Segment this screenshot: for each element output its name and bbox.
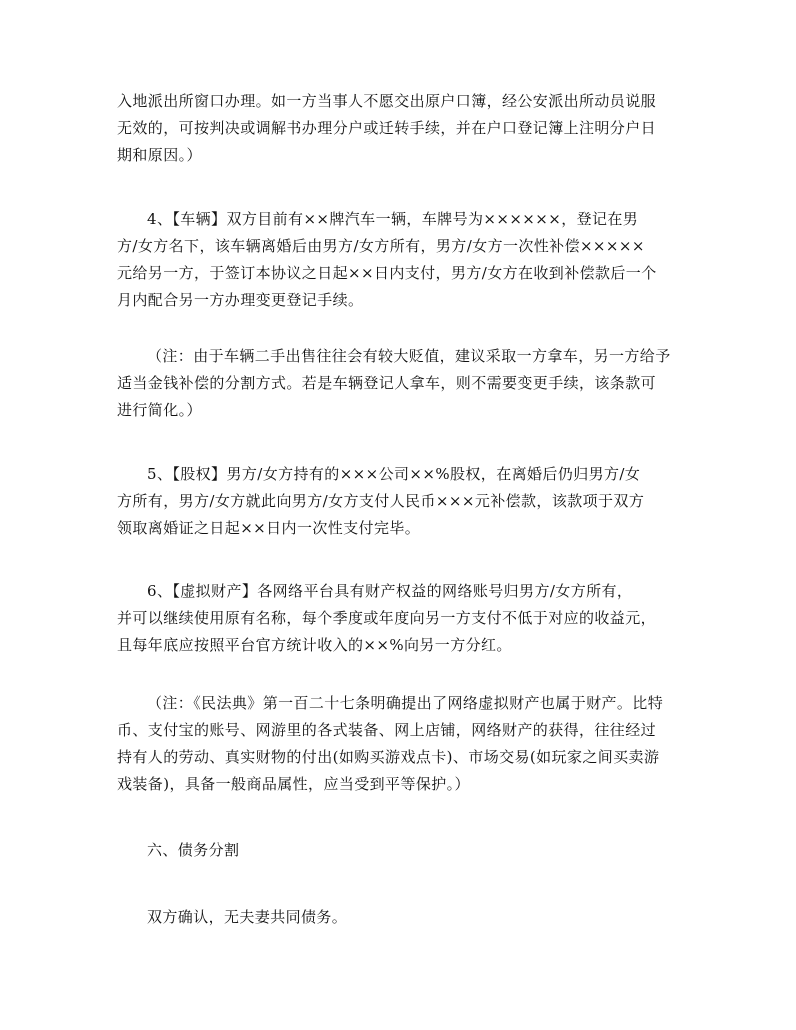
text-line: 无效的，可按判决或调解书办理分户或迁转手续，并在户口登记簿上注明分户日 bbox=[117, 119, 657, 137]
text-line: 方/女方名下，该车辆离婚后由男方/女方所有，男方/女方一次性补偿××××× bbox=[117, 237, 645, 255]
paragraph-household-note-end bbox=[117, 88, 683, 169]
text-line: 六、债务分割 bbox=[147, 841, 240, 859]
text-line: 领取离婚证之日起××日内一次性支付完毕。 bbox=[117, 519, 421, 537]
text-line: 并可以继续使用原有名称，每个季度或年度向另一方支付不低于对应的收益元， bbox=[117, 609, 657, 627]
text-line: 6、【虚拟财产】各网络平台具有财产权益的网络账号归男方/女方所有， bbox=[147, 582, 633, 600]
text-line: 持有人的劳动、真实财物的付出(如购买游戏点卡)、市场交易(如玩家之间买卖游 bbox=[117, 748, 660, 766]
text-line: 月内配合另一方办理变更登记手续。 bbox=[117, 291, 364, 309]
text-line: 元给另一方，于签订本协议之日起××日内支付，男方/女方在收到补偿款后一个 bbox=[117, 264, 657, 282]
text-line: （注：《民法典》第一百二十七条明确提出了网络虚拟财产也属于财产。比特 bbox=[147, 694, 664, 712]
paragraph-vehicle-note bbox=[117, 343, 683, 424]
text-line: 期和原因。） bbox=[117, 146, 202, 164]
paragraph-debt-body bbox=[117, 904, 683, 931]
text-line: 戏装备)，具备一般商品属性，应当受到平等保护。） bbox=[117, 775, 470, 793]
paragraph-virtual-property-note bbox=[117, 690, 683, 798]
paragraph-virtual-property bbox=[117, 578, 683, 659]
paragraph-equity bbox=[117, 461, 683, 542]
text-line: 方所有，男方/女方就此向男方/女方支付人民币×××元补偿款，该款项于双方 bbox=[117, 492, 645, 510]
text-line: 适当金钱补偿的分割方式。若是车辆登记人拿车，则不需要变更手续，该条款可 bbox=[117, 374, 657, 392]
text-line: 且每年底应按照平台官方统计收入的××%向另一方分红。 bbox=[117, 636, 512, 654]
text-line: 入地派出所窗口办理。如一方当事人不愿交出原户口簿，经公安派出所动员说服 bbox=[117, 92, 657, 110]
text-line: 双方确认，无夫妻共同债务。 bbox=[147, 908, 348, 926]
text-line: （注：由于车辆二手出售往往会有较大贬值，建议采取一方拿车，另一方给予 bbox=[147, 347, 671, 365]
text-line: 4、【车辆】双方目前有××牌汽车一辆，车牌号为××××××，登记在男 bbox=[147, 210, 639, 228]
paragraph-vehicle bbox=[117, 206, 683, 314]
text-line: 币、支付宝的账号、网游里的各式装备、网上店铺，网络财产的获得，往往经过 bbox=[117, 721, 657, 739]
text-line: 进行简化。） bbox=[117, 401, 202, 419]
text-line: 5、【股权】男方/女方持有的×××公司××%股权，在离婚后仍归男方/女 bbox=[147, 465, 641, 483]
section-heading-debt bbox=[117, 837, 683, 864]
